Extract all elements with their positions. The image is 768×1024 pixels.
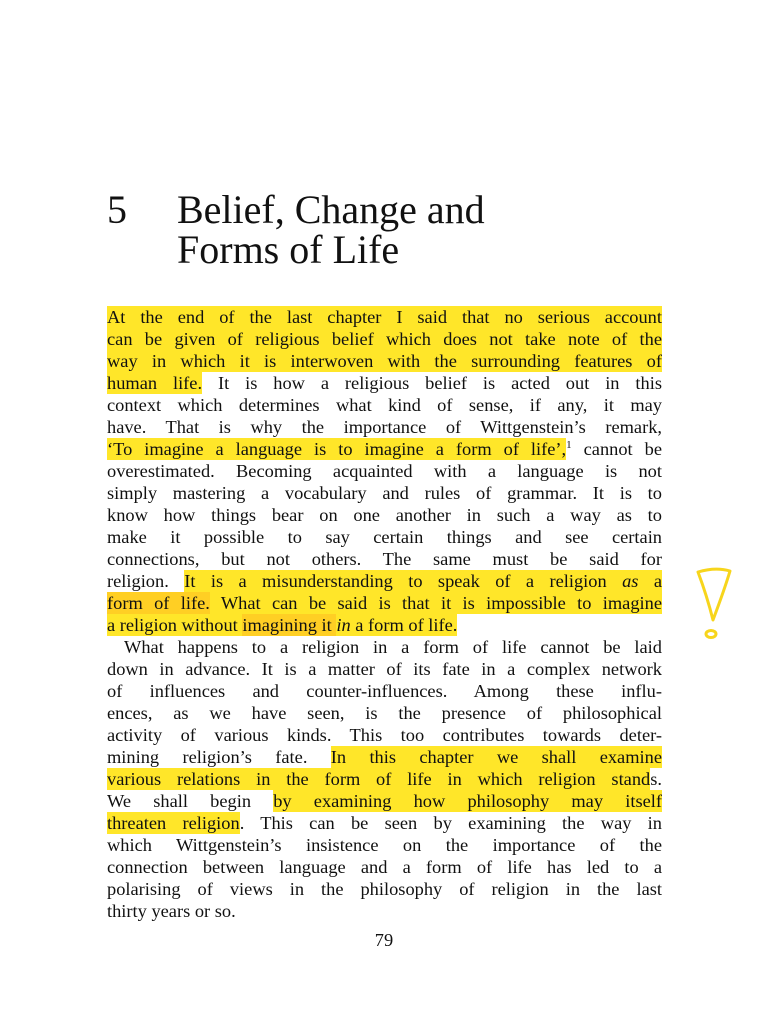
- chapter-title: [177, 187, 637, 272]
- text-line: connections, but not others. The same must be said for: [107, 549, 662, 569]
- highlighted-text: [184, 571, 662, 591]
- text-run: a religion without: [107, 615, 243, 635]
- text-line: activity of various kinds. This too contributes towards deter-: [107, 725, 662, 745]
- highlighted-text: [107, 615, 457, 635]
- highlighted-text: In this chapter we shall examine: [330, 747, 662, 767]
- highlighted-text: At the end of the last chapter I said that no serious account: [107, 307, 662, 327]
- text-line: ences, as we have seen, is the presence of philosophical: [107, 703, 662, 723]
- chapter-number: 5: [107, 187, 127, 232]
- text-line: [107, 570, 662, 592]
- footnote-marker: 1: [566, 439, 572, 451]
- italic-text: in: [336, 615, 351, 635]
- text-run: a: [638, 571, 662, 591]
- text-line: of influences and counter-influences. Among these influ-: [107, 681, 662, 701]
- highlighted-text: various relations in the form of life in which religion stand: [107, 769, 651, 789]
- text-run: s.: [650, 769, 662, 789]
- text-run: It is how a religious belief is acted out in this: [202, 373, 662, 393]
- highlighted-text-overlap: imagining it: [242, 615, 337, 635]
- text-line: thirty years or so.: [107, 901, 236, 921]
- text-line: [107, 438, 662, 460]
- text-line: polarising of views in the philosophy of religion in the last: [107, 879, 662, 899]
- text-run: religion.: [107, 571, 185, 591]
- chapter-title-line-2: Forms of Life: [177, 227, 400, 272]
- text-line: [107, 372, 662, 394]
- text-line: [107, 812, 662, 834]
- text-run: . This can be seen by examining the way in: [239, 813, 662, 833]
- text-line: [107, 592, 662, 614]
- body-text: [107, 306, 662, 922]
- text-line: [107, 306, 662, 328]
- text-line: [107, 614, 662, 636]
- text-run: a form of life.: [350, 615, 458, 635]
- text-run: We shall begin: [107, 791, 274, 811]
- text-line: connection between language and a form of life has led to a: [107, 857, 662, 877]
- page-number: 79: [374, 930, 394, 950]
- text-run: mining religion’s fate.: [107, 747, 331, 767]
- text-line: [107, 768, 662, 790]
- text-run: cannot be: [571, 439, 663, 459]
- exclamation-mark-icon: [694, 566, 734, 644]
- highlighted-text: form of life.: [107, 593, 210, 613]
- highlighted-text: threaten religion: [107, 813, 240, 833]
- text-line: context which determines what kind of sense, if any, it may: [107, 395, 662, 415]
- text-line: [107, 328, 662, 350]
- highlighted-text: can be given of religious belief which does not take note of the: [107, 329, 662, 349]
- text-line: What happens to a religion in a form of life cannot be laid: [124, 637, 662, 657]
- text-line: know how things bear on one another in such a way as to: [107, 505, 662, 525]
- chapter-title-line-1: Belief, Change and: [177, 187, 485, 232]
- text-line: [107, 746, 662, 768]
- highlighted-text: ‘To imagine a language is to imagine a form of life’,: [107, 439, 567, 459]
- highlighted-text: What can be said is that it is impossible to imagine: [209, 593, 662, 613]
- text-line: down in advance. It is a matter of its fate in a complex network: [107, 659, 662, 679]
- text-line: simply mastering a vocabulary and rules of grammar. It is to: [107, 483, 662, 503]
- highlighted-text: way in which it is interwoven with the surrounding features of: [107, 351, 662, 371]
- text-run: It is a misunderstanding to speak of a religion: [184, 571, 623, 591]
- text-line: which Wittgenstein’s insistence on the importance of the: [107, 835, 662, 855]
- text-line: overestimated. Becoming acquainted with a language is not: [107, 461, 662, 481]
- highlighted-text: human life.: [107, 373, 203, 393]
- text-line: [107, 350, 662, 372]
- text-line: have. That is why the importance of Wittgenstein’s remark,: [107, 417, 662, 437]
- highlighted-text: by examining how philosophy may itself: [273, 791, 663, 811]
- text-line: [107, 790, 662, 812]
- italic-text: as: [622, 571, 639, 591]
- text-line: make it possible to say certain things and see certain: [107, 527, 662, 547]
